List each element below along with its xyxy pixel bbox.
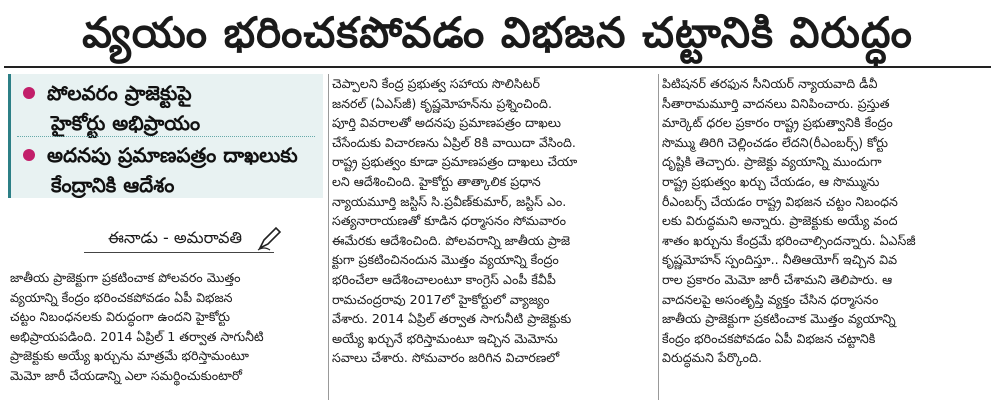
article-line: రాష్ట్ర ప్రభుత్వం కూడా ప్రమాణపత్రం దాఖలు చేయా: [332, 154, 578, 170]
article-line: వ్యయాన్ని కేంద్రం భరించకపోవడం ఏపీ విభజన: [10, 289, 233, 305]
article-line: మెమో జారీ చేయడాన్ని ఎలా సమర్థించుకుంటారో: [10, 367, 242, 383]
article-line: అయ్యే ఖర్చునే భరిస్తామంటూ ఇచ్చిన మెమోను: [332, 330, 558, 346]
article-line: చట్టం నిబంధనలకు విరుద్ధంగా ఉందని హైకోర్టు: [10, 309, 230, 325]
byline-text: ఈనాడు - అమరావతి: [108, 228, 242, 247]
article-line: పూర్తి వివరాలతో అదనపు ప్రమాణపత్రం దాఖలు: [332, 115, 562, 131]
article-line: వాదనలపై అసంతృప్తి వ్యక్తం చేసిన ధర్మాసనం: [662, 291, 879, 307]
pen-icon: [256, 224, 284, 252]
article-line: ఈమేరకు ఆదేశించింది. పోలవరాన్ని జాతీయ ప్రాజె: [332, 232, 571, 248]
byline-rule: [84, 252, 274, 253]
article-line: మార్కెట్ ధరల ప్రకారం రాష్ట్ర ప్రభుత్వానికి కేంద్రం: [662, 115, 893, 131]
article-line: క్టుగా ప్రకటించినందున మొత్తం వ్యయాన్ని కేంద్రం: [332, 252, 559, 268]
article-line: చెప్పాలని కేంద్ర ప్రభుత్వ సహాయ సొలిసిటర్: [332, 76, 540, 91]
article-line: జాతీయ ప్రాజెక్టుగా ప్రకటించాక మొత్తం వ్యయాన్ని: [662, 311, 896, 327]
article-line: సత్యనారాయణతో కూడిన ధర్మాసనం సోమవారం: [332, 213, 567, 229]
article-line: జనరల్ (ఏఎస్‌జీ) కృష్ణమోహన్‌ను ప్రశ్నించింది.: [332, 95, 552, 111]
headline-rule: [4, 66, 991, 68]
headline: వ్యయం భరించకపోవడం విభజన చట్టానికి విరుద్ధం: [82, 8, 913, 57]
bullet-dot-icon: [23, 87, 35, 99]
highlight-2-line1: అదనపు ప్రమాణపత్రం దాఖలుకు: [47, 143, 298, 167]
article-line: న్యాయమూర్తి జస్టిస్ సి.ప్రవీణ్‌కుమార్, జస్టిస్ ఎం.: [332, 193, 567, 209]
column-divider: [328, 74, 329, 400]
highlight-separator: [17, 136, 315, 137]
article-line: పిటిషనర్ తరఫున సీనియర్ న్యాయవాది డీవీ: [662, 76, 878, 91]
article-line: కృష్ణమోహన్ స్పందిస్తూ.. నీతిఆయోగ్ ఇచ్చిన వివ: [662, 252, 898, 268]
article-line: భరించేలా ఆదేశించాలంటూ కాంగ్రెస్ ఎంపీ కేవీపీ: [332, 271, 556, 287]
article-line: లని ఆదేశించింది. హైకోర్టు తాత్కాలిక ప్రధాన: [332, 173, 541, 189]
article-line: శాతం ఖర్చును కేంద్రమే భరించాల్సిందన్నారు. ఏఎస్‌జీ: [662, 232, 916, 248]
bullet-dot-icon: [23, 149, 35, 161]
article-line: సొమ్ము తిరిగి చెల్లించడం లేదని(రీఎంబర్స్) కోర్టు: [662, 134, 889, 150]
article-line: కేంద్రం భరించకపోవడం ఏపీ విభజన చట్టానికి: [662, 330, 876, 346]
article-line: రీఎంబర్స్ చేయడం రాష్ట్ర విభజన చట్టం నిబంధన: [662, 193, 898, 209]
highlight-1-line2: హైకోర్టు అభిప్రాయం: [51, 111, 201, 135]
highlight-2-line2: కేంద్రానికి ఆదేశం: [51, 173, 175, 197]
article-line: సీతారామమూర్తి వాదనలు వినిపించారు. ప్రస్తుత: [662, 95, 890, 111]
article-line: రాష్ట్ర ప్రభుత్వం ఖర్చు చేయడం, ఆ సొమ్మును: [662, 173, 880, 189]
article-line: జాతీయ ప్రాజెక్టుగా ప్రకటించాక పోలవరం మొత్తం: [10, 270, 241, 285]
highlight-item-2: [23, 140, 298, 200]
highlight-item-1: [23, 78, 200, 138]
article-line: చేసేందుకు విచారణను ఏప్రిల్ 8కి వాయిదా వేసింది.: [332, 134, 576, 150]
column-divider: [658, 74, 659, 400]
article-column-2: [332, 74, 654, 368]
article-line: వేశారు. 2014 ఏప్రిల్ తర్వాత సాగునీటి ప్రాజెక్టుకు: [332, 311, 572, 327]
highlight-1-line1: పోలవరం ప్రాజెక్టుపై: [47, 81, 192, 105]
article-column-1: [10, 268, 326, 386]
article-line: అభిప్రాయపడింది. 2014 ఏప్రిల్ 1 తర్వాత సాగునీటి: [10, 328, 264, 344]
article-line: రాల ప్రకారం మెమో జారీ చేశామని తెలిపారు. ఆ: [662, 271, 893, 287]
article-line: రామచంద్రరావు 2017లో హైకోర్టులో వ్యాజ్యం: [332, 291, 550, 307]
article-column-3: [662, 74, 988, 368]
article-line: విరుద్ధమని పేర్కొంది.: [662, 350, 762, 366]
highlights-box: [8, 74, 323, 198]
article-line: సవాలు చేశారు. సోమవారం జరిగిన విచారణలో: [332, 350, 560, 366]
byline: [60, 224, 290, 252]
article-line: ప్రాజెక్టుకు అయ్యే ఖర్చును మాత్రమే భరిస్తామంటూ: [10, 348, 249, 364]
article-line: దృష్టికి తెచ్చారు. ప్రాజెక్టు వ్యయాన్ని ముందుగా: [662, 154, 882, 170]
article-line: లకు విరుద్ధమని అన్నారు. ప్రాజెక్టుకు అయ్యే వంద: [662, 213, 898, 229]
